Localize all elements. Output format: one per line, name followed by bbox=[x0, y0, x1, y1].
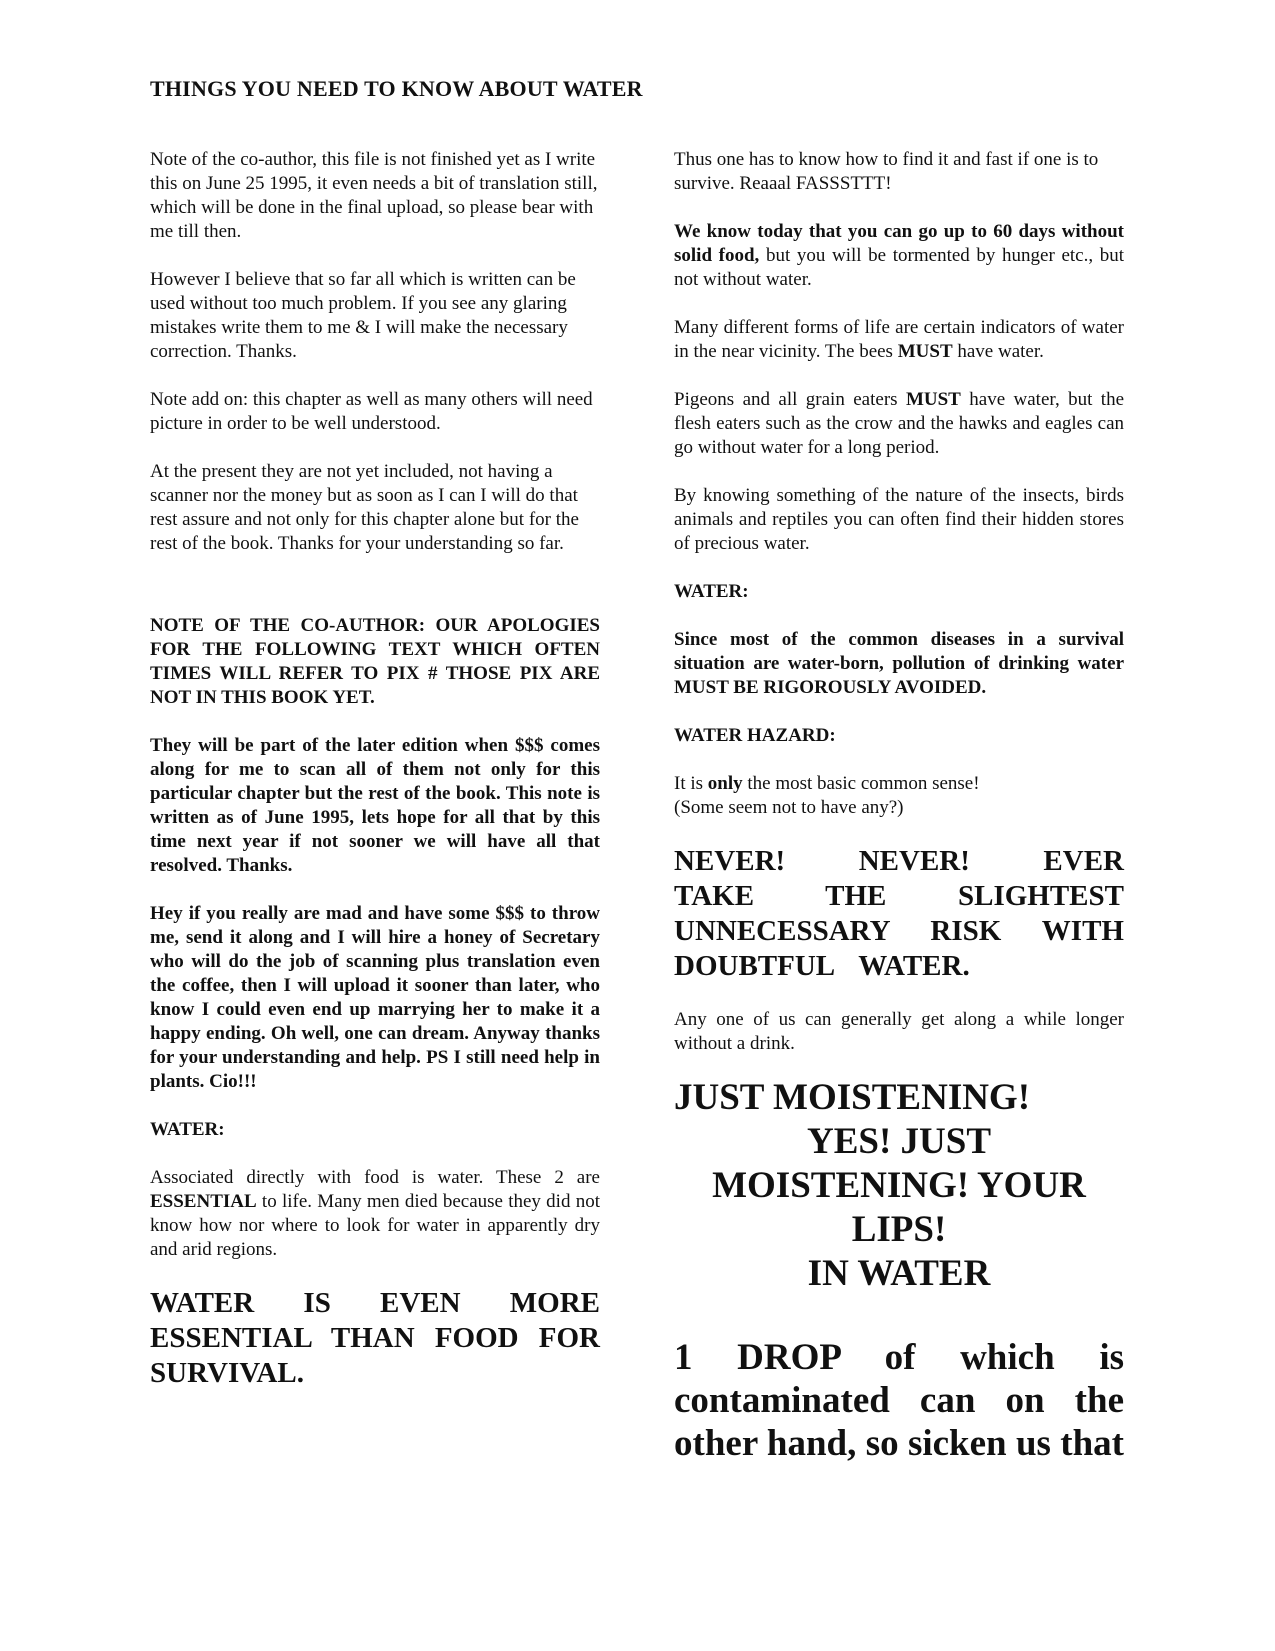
moistening-heading bbox=[674, 1076, 1124, 1296]
caps-apology-note: NOTE OF THE CO-AUTHOR: OUR APOLOGIES FOR THE FOLLOWING TEXT WHICH OFTEN TIMES WILL REFER TO PIX # THOSE PIX ARE NOT IN THIS BOOK YET. bbox=[150, 615, 600, 708]
co-author-note-paragraph: Note of the co-author, this file is not finished yet as I write this on June 25 1995, it even needs a bit of translation still, which will be done in the final upload, so please bear with me till then. bbox=[150, 149, 598, 242]
life-must: MUST bbox=[897, 341, 953, 362]
moistening-line-2: YES! JUST bbox=[806, 1121, 992, 1162]
insects-paragraph: By knowing something of the nature of the insects, birds animals and reptiles you can often find their hidden stores of precious water. bbox=[674, 485, 1124, 554]
sense-line-2: (Some seem not to have any?) bbox=[674, 797, 904, 818]
pigeons-text-b: have water, but the flesh eaters such as the crow and the hawks and eagles can go without water for a long period. bbox=[674, 389, 1125, 458]
page-title: THINGS YOU NEED TO KNOW ABOUT WATER bbox=[150, 76, 643, 101]
water-para-text-a: Associated directly with food is water. These 2 are bbox=[150, 1167, 600, 1188]
water-heading-right: WATER: bbox=[674, 581, 749, 602]
moistening-line-4: LIPS! bbox=[851, 1209, 947, 1250]
sixty-days-paragraph bbox=[674, 220, 1124, 292]
right-column bbox=[674, 148, 1124, 1465]
one-drop-paragraph: 1 DROP of which is contaminated can on the other hand, so sicken us that bbox=[674, 1337, 1124, 1464]
common-sense-paragraph bbox=[674, 772, 1124, 820]
moistening-line-1: JUST MOISTENING! bbox=[674, 1077, 1031, 1118]
moistening-line-5: IN WATER bbox=[807, 1253, 991, 1294]
sixty-days-bold: We know today that you can go up to 60 days without solid food, bbox=[674, 221, 1124, 266]
life-text-a: Many different forms of life are certain indicators of water in the near vicinity. The bees bbox=[674, 317, 1124, 362]
sense-text-a: It is bbox=[674, 773, 708, 794]
never-risk-heading: NEVER! NEVER! EVER TAKE THE SLIGHTEST UNNECESSARY RISK WITH DOUBTFUL WATER. bbox=[674, 845, 1124, 982]
left-column bbox=[150, 148, 600, 1391]
water-essential-heading: WATER IS EVEN MORE ESSENTIAL THAN FOOD FOR SURVIVAL. bbox=[150, 1287, 600, 1389]
moistening-line-3: MOISTENING! YOUR bbox=[712, 1165, 1086, 1206]
corrections-paragraph: However I believe that so far all which is written can be used without too much problem. If you see any glaring mistakes write them to me & I will make the necessary correction. Thanks. bbox=[150, 269, 576, 362]
water-essential-paragraph bbox=[150, 1166, 600, 1262]
pigeons-text-a: Pigeons and all grain eaters bbox=[674, 389, 906, 410]
life-indicators-paragraph bbox=[674, 316, 1124, 364]
water-hazard-heading: WATER HAZARD: bbox=[674, 725, 836, 746]
water-para-text-b: to life. Many men died because they did not know how nor where to look for water in apparently dry and arid regions. bbox=[150, 1191, 600, 1260]
pigeons-paragraph bbox=[674, 388, 1124, 460]
pigeons-must: MUST bbox=[905, 389, 961, 410]
scanner-paragraph: At the present they are not yet included, not having a scanner nor the money but as soon as I can I will do that rest assure and not only for this chapter alone but for the rest of the book. Thanks for your understanding so far. bbox=[150, 461, 579, 554]
diseases-paragraph: Since most of the common diseases in a survival situation are water-born, pollution of drinking water MUST BE RIGOROUSLY AVOIDED. bbox=[674, 629, 1124, 698]
donation-paragraph: Hey if you really are mad and have some $$$ to throw me, send it along and I will hire a honey of Secretary who will do the job of scanning plus translation even the coffee, then I will upload it sooner than later, who know I could even end up marrying her to make it a happy ending. Oh well, one can dream. Anyway thanks for your understanding and help. PS I still need help in plants. Cio!!! bbox=[150, 903, 600, 1092]
later-edition-paragraph: They will be part of the later edition when $$$ comes along for me to scan all of them not only for this particular chapter but the rest of the book. This note is written as of June 1995, lets hope for all that by this time next year if not sooner we will have all that resolved. Thanks. bbox=[150, 735, 600, 876]
water-heading: WATER: bbox=[150, 1119, 225, 1140]
sense-only: only bbox=[707, 773, 743, 794]
survive-paragraph: Thus one has to know how to find it and fast if one is to survive. Reaaal FASSSTTT! bbox=[674, 149, 1099, 194]
sense-text-b: the most basic common sense! bbox=[742, 773, 980, 794]
note-add-on-paragraph: Note add on: this chapter as well as many others will need picture in order to be well understood. bbox=[150, 389, 593, 434]
essential-word: ESSENTIAL bbox=[150, 1191, 257, 1212]
life-text-b: have water. bbox=[952, 341, 1044, 362]
sixty-days-rest: but you will be tormented by hunger etc., but not without water. bbox=[674, 245, 1125, 290]
drink-paragraph: Any one of us can generally get along a while longer without a drink. bbox=[674, 1009, 1124, 1054]
